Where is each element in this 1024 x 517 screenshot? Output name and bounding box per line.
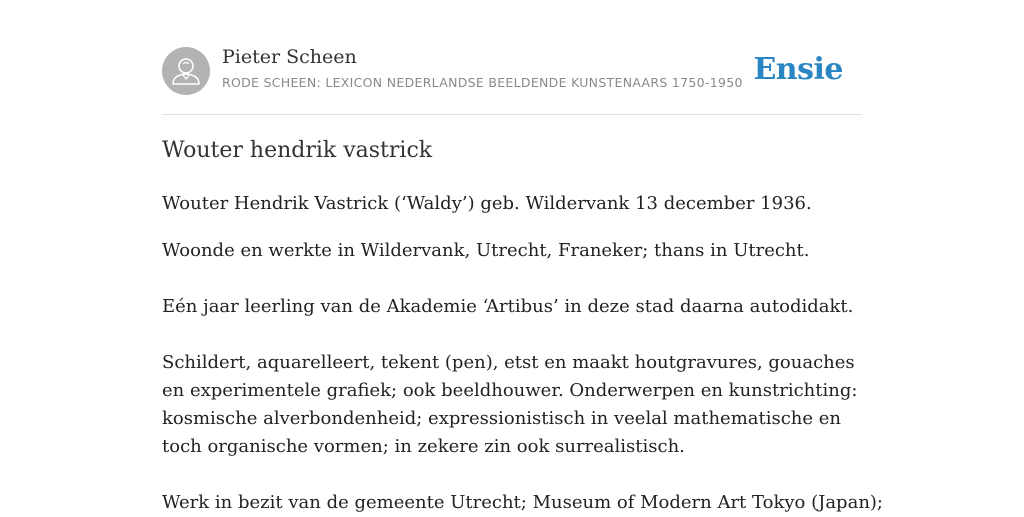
article-paragraph: Woonde en werkte in Wildervank, Utrecht, Franeker; thans in Utrecht. — [162, 240, 810, 261]
user-icon — [162, 47, 210, 95]
author-name[interactable]: Pieter Scheen — [222, 46, 357, 68]
source-name[interactable]: RODE SCHEEN: LEXICON NEDERLANDSE BEELDENDE KUNSTENAARS 1750-1950 — [222, 75, 743, 90]
article-paragraph: Eén jaar leerling van de Akademie ‘Artibus’ in deze stad daarna autodidakt. — [162, 296, 854, 317]
article-paragraph: Wouter Hendrik Vastrick (‘Waldy’) geb. Wildervank 13 december 1936. — [162, 193, 812, 214]
content-container — [162, 0, 883, 513]
article-paragraph: Schildert, aquarelleert, tekent (pen), etst en maakt houtgravures, gouaches en experimentele grafiek; ook beeldhouwer. Onderwerpen en kunstrichting: kosmische alverbondenheid; expressionistisch in veelal mathematische en toch organische vormen; in zekere zin ook surrealistisch. — [162, 352, 858, 457]
author-avatar[interactable] — [162, 47, 210, 95]
ensie-logo[interactable]: Ensie — [753, 52, 843, 87]
article-header — [162, 0, 862, 115]
article-paragraph: Werk in bezit van de gemeente Utrecht; Museum of Modern Art Tokyo (Japan); — [162, 492, 883, 513]
page-title: Wouter hendrik vastrick — [162, 138, 433, 163]
